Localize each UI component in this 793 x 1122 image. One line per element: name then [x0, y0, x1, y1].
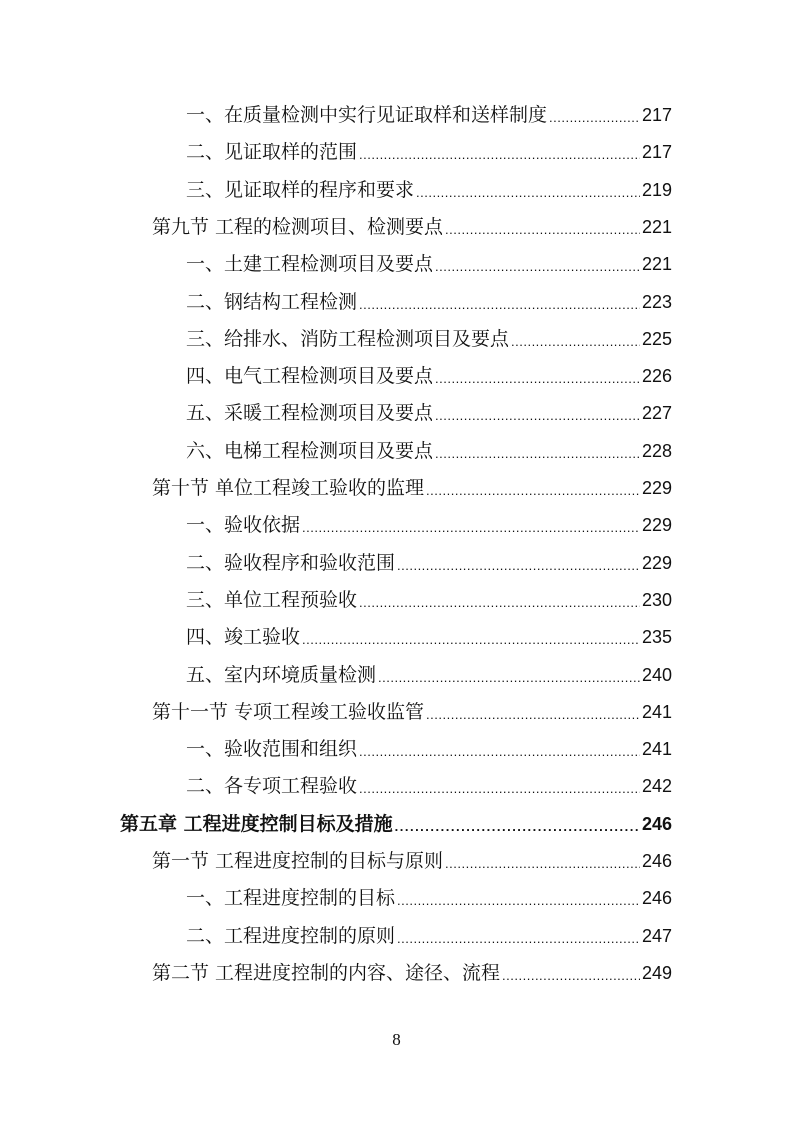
toc-entry-page: 246: [641, 888, 672, 909]
toc-entry-label: 四、竣工验收: [186, 626, 301, 649]
toc-entry-item[interactable]: [186, 771, 672, 801]
toc-entry-label: 第五章 工程进度控制目标及措施: [120, 812, 393, 835]
toc-entry-item[interactable]: [186, 361, 672, 391]
toc-entry-page: 249: [641, 962, 672, 983]
toc-entry-label: 五、室内环境质量检测: [186, 663, 377, 686]
toc-entry-section[interactable]: [152, 212, 672, 242]
toc-entry-page: 246: [641, 851, 672, 871]
toc-entry-page: 229: [641, 515, 672, 536]
toc-entry-section[interactable]: [152, 846, 672, 876]
toc-entry-label: 二、各专项工程验收: [186, 775, 358, 798]
toc-entry-label: 一、验收依据: [186, 514, 301, 537]
toc-entry-label: 二、见证取样的范围: [186, 141, 358, 164]
toc-entry-page: 230: [641, 589, 672, 610]
toc-entry-item[interactable]: [186, 398, 672, 428]
toc-entry-label: 三、给排水、消防工程检测项目及要点: [186, 327, 510, 350]
toc-entry-page: 219: [641, 179, 672, 200]
toc-leader-dots: [445, 846, 640, 876]
toc-entry-label: 一、验收范围和组织: [186, 738, 358, 761]
toc-entry-item[interactable]: [186, 100, 672, 130]
toc-entry-page: 225: [641, 328, 672, 349]
toc-entry-page: 226: [641, 366, 672, 387]
toc-entry-label: 二、验收程序和验收范围: [186, 551, 396, 574]
toc-entry-label: 第九节 工程的检测项目、检测要点: [152, 215, 444, 238]
toc-leader-dots: [359, 287, 640, 317]
toc-entry-label: 三、单位工程预验收: [186, 588, 358, 611]
toc-entry-label: 第二节 工程进度控制的内容、途径、流程: [152, 961, 501, 984]
toc-entry-page: 221: [641, 216, 672, 237]
toc-entry-item[interactable]: [186, 622, 672, 652]
toc-entry-page: 221: [641, 254, 672, 275]
toc-entry-page: 228: [641, 440, 672, 461]
toc-entry-page: 227: [641, 403, 672, 424]
toc-entry-item[interactable]: [186, 510, 672, 540]
toc-leader-dots: [426, 697, 640, 727]
toc-entry-chapter[interactable]: [120, 809, 672, 839]
toc-leader-dots: [435, 436, 640, 466]
toc-entry-item[interactable]: [186, 287, 672, 317]
toc-entry-item[interactable]: [186, 548, 672, 578]
toc-leader-dots: [435, 398, 640, 428]
toc-leader-dots: [426, 473, 640, 503]
toc-entry-label: 六、电梯工程检测项目及要点: [186, 439, 434, 462]
toc-leader-dots: [378, 660, 640, 690]
toc-entry-item[interactable]: [186, 921, 672, 951]
toc-entry-item[interactable]: [186, 324, 672, 354]
toc-leader-dots: [511, 324, 640, 354]
toc-leader-dots: [359, 771, 640, 801]
toc-entry-page: 240: [641, 664, 672, 685]
toc-entry-page: 217: [641, 142, 672, 163]
toc-entry-page: 241: [641, 739, 672, 760]
toc-leader-dots: [397, 548, 640, 578]
toc-leader-dots: [397, 921, 640, 951]
toc-entry-section[interactable]: [152, 697, 672, 727]
toc-entry-label: 五、采暖工程检测项目及要点: [186, 402, 434, 425]
toc-entry-item[interactable]: [186, 883, 672, 913]
toc-entry-label: 二、钢结构工程检测: [186, 290, 358, 313]
toc-entry-item[interactable]: [186, 436, 672, 466]
toc-entry-item[interactable]: [186, 585, 672, 615]
toc-entry-page: 229: [641, 552, 672, 573]
toc-leader-dots: [302, 510, 640, 540]
toc-entry-item[interactable]: [186, 734, 672, 764]
toc-leader-dots: [435, 361, 640, 391]
toc-leader-dots: [395, 809, 640, 839]
toc-entry-item[interactable]: [186, 660, 672, 690]
toc-entry-page: 235: [641, 627, 672, 648]
toc-entry-section[interactable]: [152, 473, 672, 503]
toc-leader-dots: [549, 100, 640, 130]
toc-leader-dots: [445, 212, 640, 242]
toc-entry-label: 四、电气工程检测项目及要点: [186, 365, 434, 388]
toc-entry-page: 217: [641, 105, 672, 125]
toc-entry-page: 242: [641, 776, 672, 797]
toc-leader-dots: [397, 883, 640, 913]
toc-entry-item[interactable]: [186, 175, 672, 205]
toc-entry-label: 第一节 工程进度控制的目标与原则: [152, 850, 444, 872]
toc-leader-dots: [302, 622, 640, 652]
toc-entry-page: 247: [641, 925, 672, 946]
toc-leader-dots: [359, 137, 640, 167]
page-number-footer: 8: [392, 1030, 401, 1049]
toc-entry-page: 246: [641, 813, 672, 834]
toc-entry-page: 223: [641, 291, 672, 312]
toc-entry-section[interactable]: [152, 958, 672, 988]
toc-entry-label: 第十节 单位工程竣工验收的监理: [152, 477, 425, 499]
toc-leader-dots: [359, 734, 640, 764]
toc-entry-item[interactable]: [186, 137, 672, 167]
toc-entry-page: 241: [641, 701, 672, 722]
toc-entry-page: 229: [641, 478, 672, 498]
toc-leader-dots: [435, 249, 640, 279]
toc-entry-label: 一、土建工程检测项目及要点: [186, 253, 434, 276]
toc-entry-label: 三、见证取样的程序和要求: [186, 178, 415, 201]
toc-entry-label: 一、在质量检测中实行见证取样和送样制度: [186, 104, 548, 126]
toc-entry-label: 一、工程进度控制的目标: [186, 887, 396, 910]
toc-leader-dots: [502, 958, 640, 988]
toc-entry-label: 二、工程进度控制的原则: [186, 924, 396, 947]
toc-entry-label: 第十一节 专项工程竣工验收监管: [152, 700, 425, 723]
toc-leader-dots: [359, 585, 640, 615]
toc-entry-item[interactable]: [186, 249, 672, 279]
toc-leader-dots: [416, 175, 640, 205]
